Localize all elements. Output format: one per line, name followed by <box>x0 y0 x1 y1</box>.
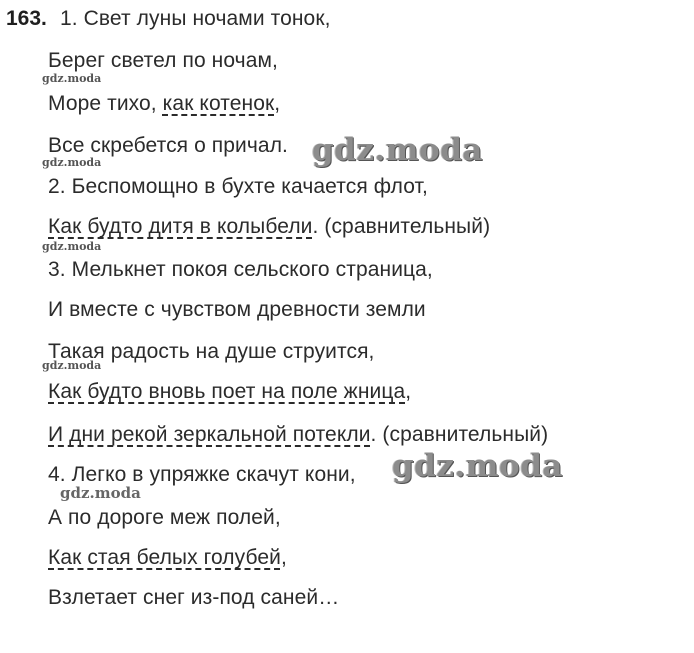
underlined-comparison: как котенок <box>162 92 275 115</box>
line-text: 1. Свет луны ночами тонок, <box>60 7 331 30</box>
line-text: , <box>280 546 287 569</box>
line-text: , <box>405 380 412 403</box>
poem-line <box>48 505 281 531</box>
poem-line <box>48 422 548 448</box>
line-text: Море тихо, <box>48 92 163 115</box>
watermark-mid-1: gdz.moda <box>60 484 141 502</box>
poem-line <box>48 214 490 240</box>
watermark-small-4: gdz.moda <box>42 359 102 372</box>
poem-line <box>48 48 278 74</box>
exercise-number: 163. <box>6 7 47 30</box>
watermark-small-3: gdz.moda <box>42 240 102 253</box>
line-text: 4. Легко в упряжке скачут кони, <box>48 463 356 486</box>
poem-line <box>48 257 433 283</box>
line-text: . (сравнительный) <box>370 423 549 446</box>
poem-line <box>48 585 339 611</box>
watermark-big-1: gdz.moda <box>312 132 483 168</box>
poem-line <box>48 174 428 200</box>
line-text: И вместе с чувством древности земли <box>48 298 426 321</box>
line-text: Взлетает снег из-под саней… <box>48 586 340 609</box>
underlined-comparison: Как будто дитя в колыбели <box>48 215 313 238</box>
line-text: 3. Мелькнет покоя сельского страница, <box>48 258 433 281</box>
poem-line <box>48 545 287 571</box>
line-text: 2. Беспомощно в бухте качается флот, <box>48 175 428 198</box>
watermark-small-1: gdz.moda <box>42 72 102 85</box>
poem-line <box>48 91 280 117</box>
underlined-comparison: Как стая белых голубей <box>48 546 281 569</box>
line-text: . (сравнительный) <box>312 215 491 238</box>
underlined-comparison: И дни рекой зеркальной потекли <box>48 423 371 446</box>
watermark-big-2: gdz.moda <box>392 448 563 484</box>
line-text: Все скребется о причал. <box>48 134 288 157</box>
line-text: А по дороге меж полей, <box>48 506 281 529</box>
poem-line <box>48 297 426 323</box>
line-text: Берег светел по ночам, <box>48 49 278 72</box>
underlined-comparison: Как будто вновь поет на поле жница <box>48 380 406 403</box>
line-text: , <box>274 92 281 115</box>
poem-line <box>60 6 331 32</box>
poem-line <box>48 379 411 405</box>
line-text: Такая радость на душе струится, <box>48 340 375 363</box>
watermark-small-2: gdz.moda <box>42 156 102 169</box>
